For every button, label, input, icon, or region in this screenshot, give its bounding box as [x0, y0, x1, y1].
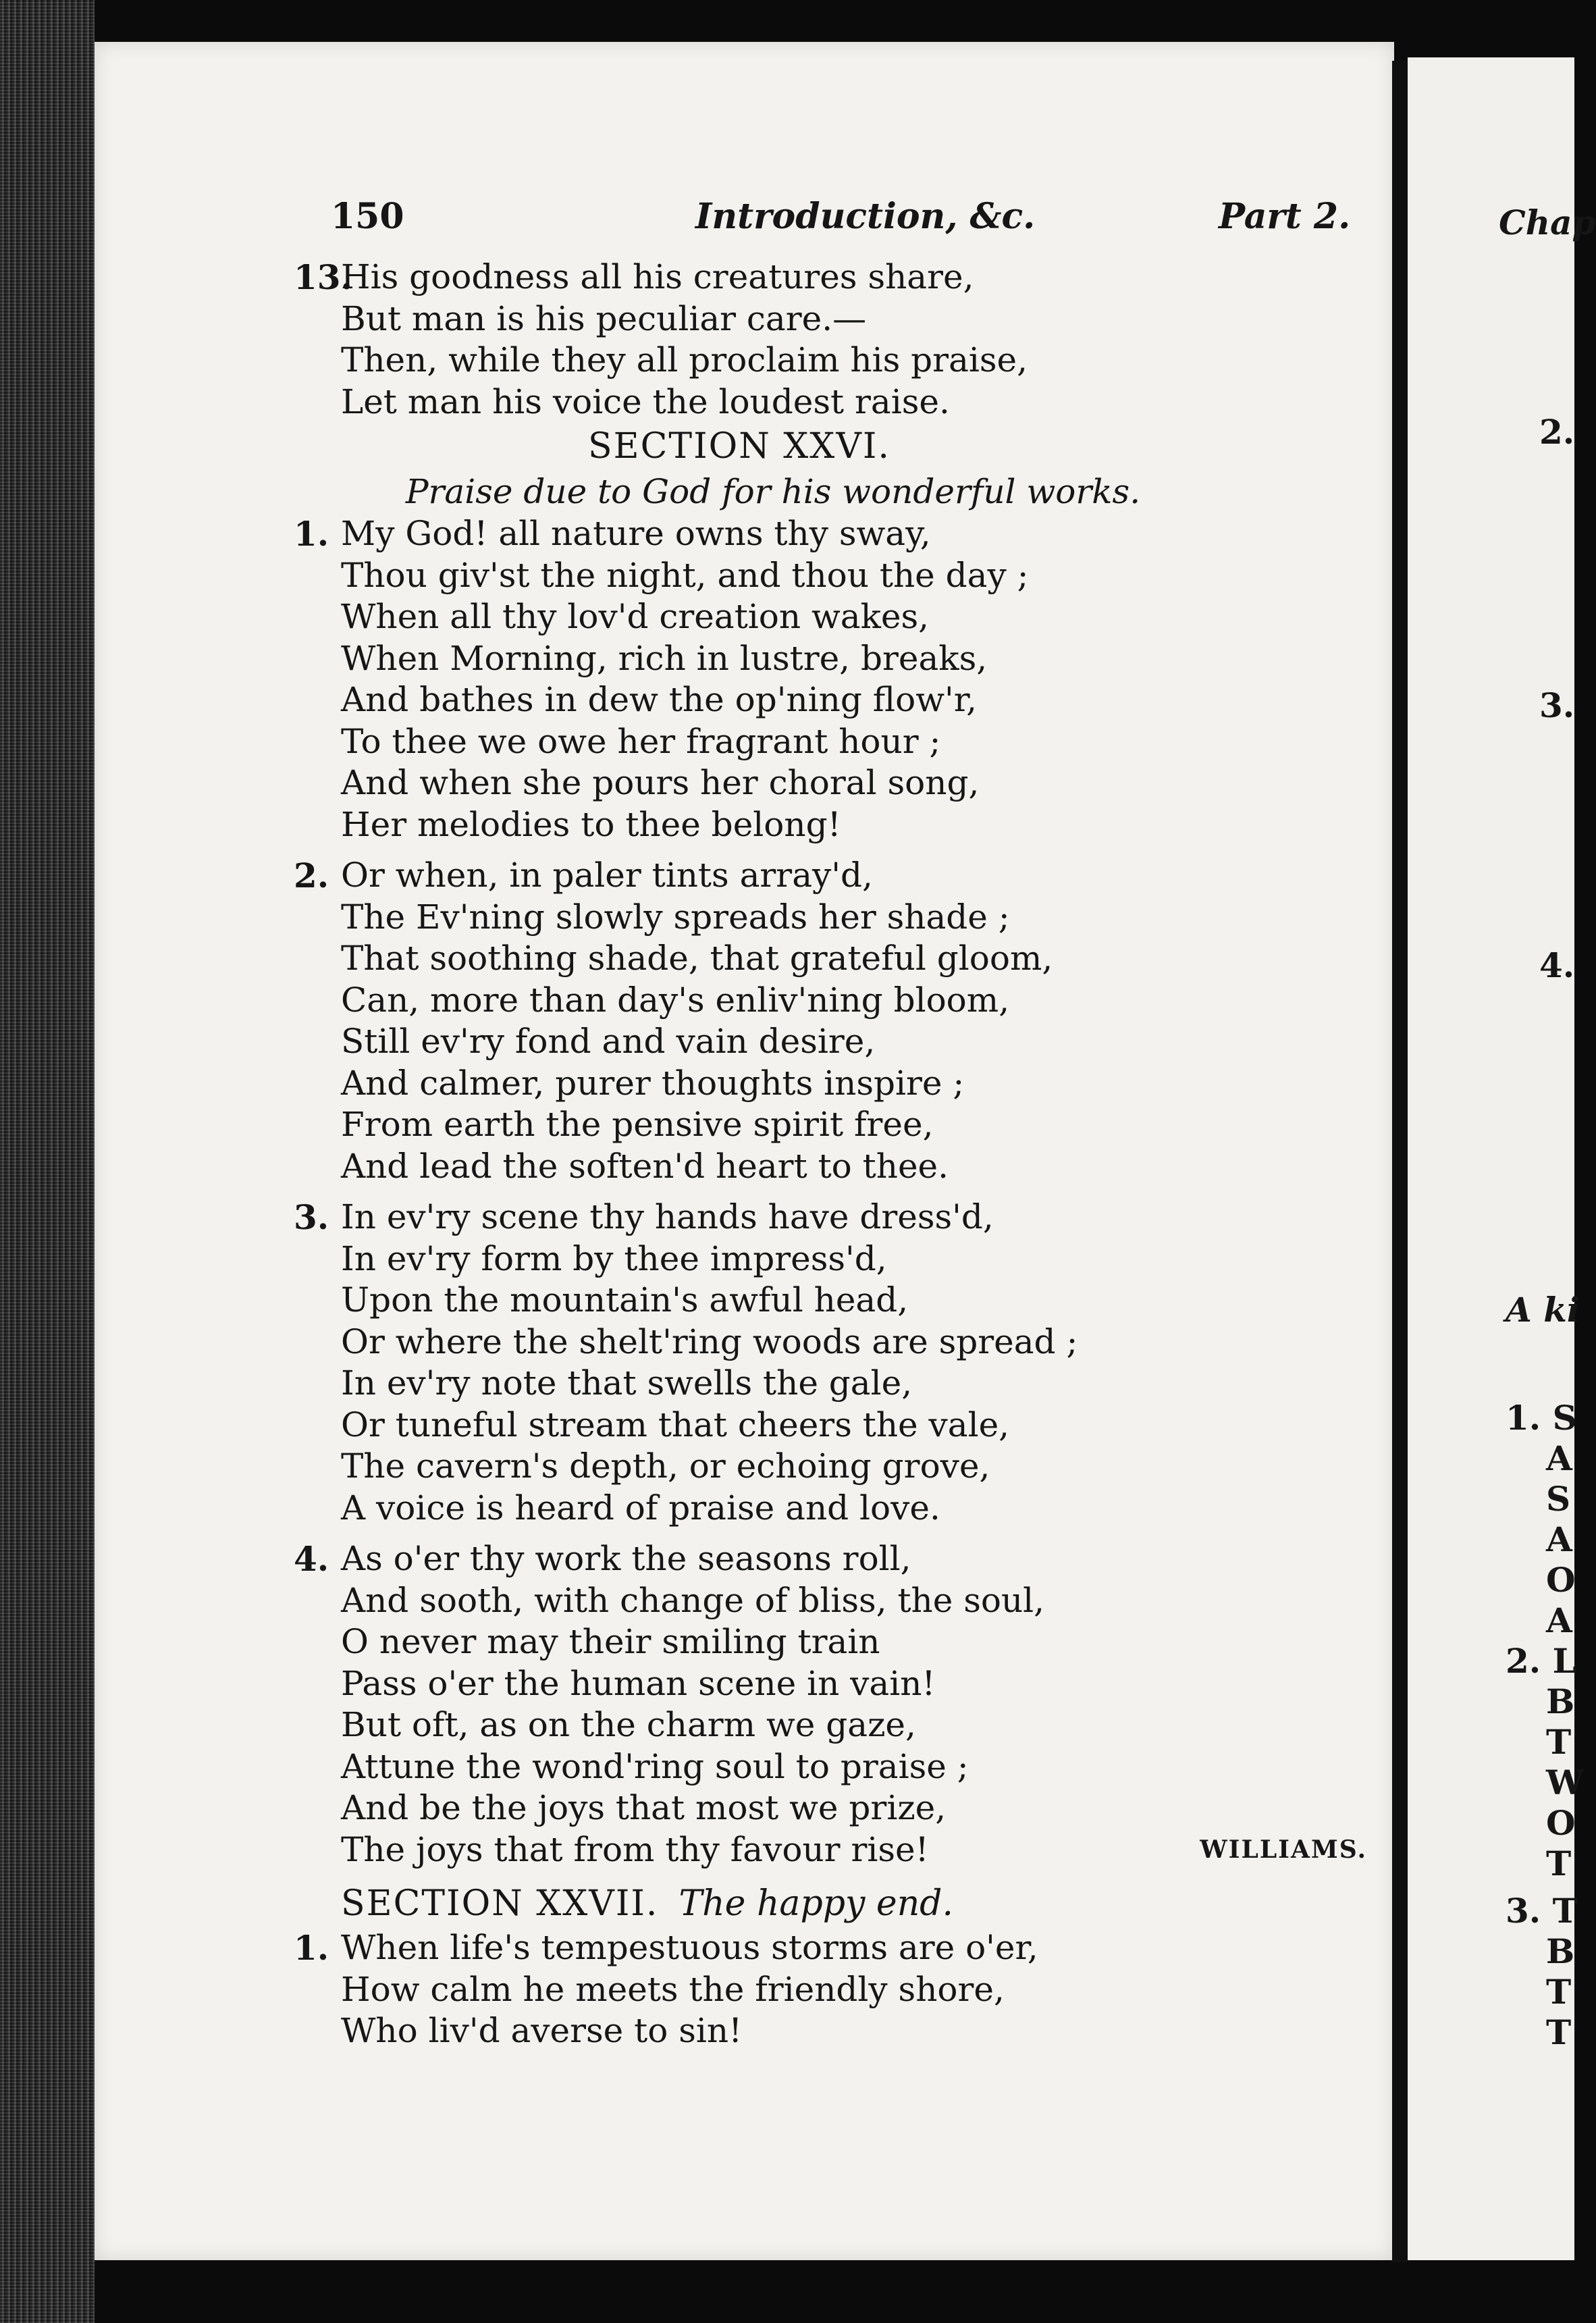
verse-line: Pass o'er the human scene in vain! [341, 1663, 936, 1703]
verse-line: 4. As o'er thy work the seasons roll, [294, 1539, 911, 1579]
verse-number: 4. [294, 1539, 329, 1579]
facing-page-fragment: 1. S [1506, 1398, 1577, 1438]
poem-text [294, 257, 1367, 2052]
verse-line: And bathes in dew the op'ning flow'r, [341, 680, 978, 719]
verse-line: And lead the soften'd heart to thee. [341, 1146, 949, 1186]
facing-page-header: Chap [1499, 203, 1596, 242]
stanza-gap [341, 845, 1340, 855]
verse-line: And when she pours her choral song, [341, 763, 980, 802]
facing-page-fragment: O [1546, 1803, 1576, 1843]
verse-line: Or tuneful stream that cheers the vale, [341, 1405, 1010, 1444]
verse-number: 1. [294, 1928, 329, 1968]
running-title: Introduction, &c. [695, 196, 1036, 237]
verse-line: Let man his voice the loudest raise. [341, 382, 950, 421]
facing-page-fragment: 2. [1539, 412, 1575, 452]
verse-line: Can, more than day's enliv'ning bloom, [341, 980, 1010, 1020]
stanza-gap [341, 1529, 1340, 1538]
verse-line: The Ev'ning slowly spreads her shade ; [341, 897, 1010, 937]
attribution: WILLIAMS. [1200, 1835, 1367, 1864]
verse-line: The joys that from thy favour rise! WILLIAMS. [341, 1829, 1340, 1871]
facing-page-fragment: T [1546, 1722, 1572, 1762]
verse-line: 3. In ev'ry scene thy hands have dress'd, [294, 1197, 994, 1237]
verse-number: 2. [294, 856, 329, 895]
facing-page-fragment: B [1546, 1681, 1575, 1721]
verse-line: The cavern's depth, or echoing grove, [341, 1446, 990, 1486]
verse-line: From earth the pensive spirit free, [341, 1105, 934, 1144]
verse-line: Still ev'ry fond and vain desire, [341, 1022, 876, 1061]
verse-line: And sooth, with change of bliss, the soul, [341, 1580, 1045, 1620]
facing-page-fragment: S [1546, 1479, 1571, 1519]
verse-line: That soothing shade, that grateful gloom, [341, 939, 1053, 978]
verse-line: Or where the shelt'ring woods are spread ; [341, 1322, 1078, 1361]
verse-line: 1. My God! all nature owns thy sway, [294, 514, 931, 554]
facing-page-fragment: A [1546, 1519, 1572, 1559]
stanza-gap [341, 1871, 1340, 1880]
stanza-xxvii-1 [294, 1927, 1340, 2052]
facing-page-fragment: A [1546, 1438, 1572, 1478]
facing-page-fragment: 4. [1539, 945, 1575, 985]
facing-page-fragment: B [1546, 1931, 1575, 1971]
stanza-3 [294, 1197, 1340, 1529]
verse-line: Attune the wond'ring soul to praise ; [341, 1746, 969, 1786]
section-xxvi-stanzas [294, 513, 1367, 1880]
section-heading: SECTION XXVII. [341, 1883, 659, 1924]
verse-line: But oft, as on the charm we gaze, [341, 1705, 916, 1744]
verse-line: When all thy lov'd creation wakes, [341, 597, 930, 636]
facing-page-fragment: W [1546, 1763, 1585, 1802]
facing-page-fragment: 3. T [1506, 1891, 1578, 1931]
verse-line: Then, while they all proclaim his praise, [341, 340, 1028, 380]
verse-line: Who liv'd averse to sin! [341, 2011, 743, 2050]
verse-number: 1. [294, 514, 329, 554]
section-subtitle: Praise due to God for his wonderful works. [405, 472, 1141, 511]
section-heading: SECTION XXVI. [588, 426, 890, 467]
verse-line: 1. When life's tempestuous storms are o'er, [294, 1928, 1038, 1968]
verse-line: A voice is heard of praise and love. [341, 1488, 940, 1528]
verse-line: And calmer, purer thoughts inspire ; [341, 1063, 965, 1103]
verse-line: But man is his peculiar care.— [341, 298, 867, 338]
verse-line: 2. Or when, in paler tints array'd, [294, 856, 873, 895]
verse-line: Her melodies to thee belong! [341, 804, 841, 844]
book-spine [0, 0, 95, 2323]
verse-line: 13. His goodness all his creatures share, [294, 257, 974, 297]
facing-page-fragment: O [1546, 1560, 1576, 1600]
section-subtitle: The happy end. [679, 1883, 953, 1924]
stanza-2 [294, 855, 1340, 1187]
facing-page-fragment: A ki [1506, 1290, 1580, 1330]
verse-line: In ev'ry note that swells the gale, [341, 1363, 913, 1403]
verse-number: 13. [294, 257, 352, 297]
stanza-1 [294, 513, 1340, 845]
part-label: Part 2. [1219, 196, 1351, 237]
facing-page-fragment: 2. L [1506, 1641, 1576, 1681]
facing-page-fragment: T [1546, 1844, 1572, 1883]
facing-page-fragment: 3. [1539, 685, 1575, 725]
verse-line: Thou giv'st the night, and thou the day ; [341, 555, 1029, 595]
verse-line: O never may their smiling train [341, 1622, 880, 1661]
verse-number: 3. [294, 1197, 329, 1237]
facing-page-fragment: A [1546, 1600, 1572, 1640]
stanza-4 [294, 1538, 1367, 1871]
facing-page-fragment: T [1546, 1972, 1572, 2012]
stanza-gap [341, 1187, 1340, 1197]
verse-line: Upon the mountain's awful head, [341, 1280, 909, 1320]
stanza-13 [294, 257, 1340, 423]
page-number: 150 [331, 196, 404, 237]
page-gutter [1392, 61, 1407, 2262]
section-xxvii-heading [341, 1880, 1340, 1927]
verse-line: To thee we owe her fragrant hour ; [341, 721, 941, 761]
verse-line: When Morning, rich in lustre, breaks, [341, 638, 988, 678]
facing-page-fragment: T [1546, 2012, 1572, 2052]
verse-line: And be the joys that most we prize, [341, 1788, 947, 1827]
verse-line: How calm he meets the friendly shore, [341, 1969, 1005, 2009]
verse-line: In ev'ry form by thee impress'd, [341, 1238, 887, 1278]
